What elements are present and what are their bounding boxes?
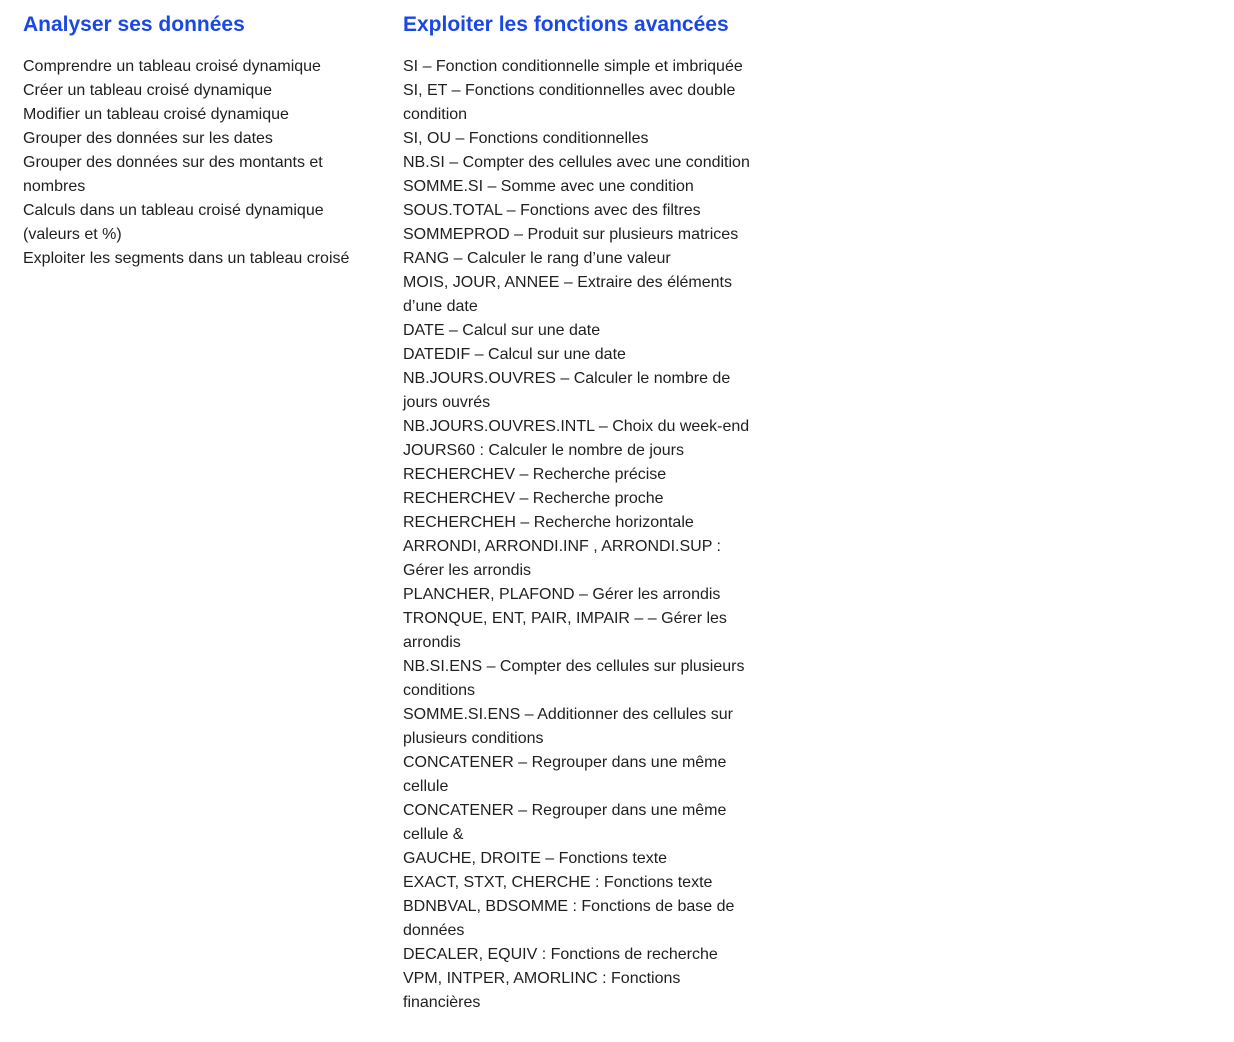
list-item: NB.JOURS.OUVRES.INTL – Choix du week-end (403, 418, 750, 435)
list-item: RANG – Calculer le rang d’une valeur (403, 250, 671, 267)
analyse-section (23, 10, 368, 271)
analyse-heading: Analyser ses données (23, 13, 245, 36)
list-item: SI – Fonction conditionnelle simple et imbriquée (403, 58, 743, 75)
list-item: BDNBVAL, BDSOMME : Fonctions de base de données (403, 898, 735, 939)
list-item: SOUS.TOTAL – Fonctions avec des filtres (403, 202, 701, 219)
list-item: SOMME.SI.ENS – Additionner des cellules sur plusieurs conditions (403, 706, 733, 747)
list-item: ARRONDI, ARRONDI.INF , ARRONDI.SUP : Gérer les arrondis (403, 538, 721, 579)
list-item: SI, OU – Fonctions conditionnelles (403, 130, 649, 147)
list-item: CONCATENER – Regrouper dans une même cellule (403, 754, 727, 795)
list-item: TRONQUE, ENT, PAIR, IMPAIR – – Gérer les arrondis (403, 610, 727, 651)
list-item: JOURS60 : Calculer le nombre de jours (403, 442, 685, 459)
list-item: EXACT, STXT, CHERCHE : Fonctions texte (403, 874, 713, 891)
list-item: DATE – Calcul sur une date (403, 322, 601, 339)
list-item: PLANCHER, PLAFOND – Gérer les arrondis (403, 586, 721, 603)
advanced-functions-section (403, 10, 755, 1015)
list-item: Grouper des données sur les dates (23, 130, 273, 147)
list-item: Créer un tableau croisé dynamique (23, 82, 273, 99)
advanced-functions-list (403, 55, 755, 1015)
list-item: RECHERCHEV – Recherche précise (403, 466, 667, 483)
list-item: GAUCHE, DROITE – Fonctions texte (403, 850, 668, 867)
list-item: VPM, INTPER, AMORLINC : Fonctions financières (403, 970, 681, 1011)
list-item: Exploiter les segments dans un tableau croisé (23, 250, 350, 267)
list-item: NB.SI.ENS – Compter des cellules sur plusieurs conditions (403, 658, 745, 699)
list-item: SI, ET – Fonctions conditionnelles avec double condition (403, 82, 736, 123)
advanced-functions-heading: Exploiter les fonctions avancées (403, 13, 729, 36)
list-item: Grouper des données sur des montants et nombres (23, 154, 323, 195)
list-item: DECALER, EQUIV : Fonctions de recherche (403, 946, 718, 963)
list-item: NB.SI – Compter des cellules avec une condition (403, 154, 750, 171)
analyse-topic-list (23, 55, 368, 271)
list-item: Modifier un tableau croisé dynamique (23, 106, 289, 123)
list-item: RECHERCHEV – Recherche proche (403, 490, 664, 507)
list-item: SOMME.SI – Somme avec une condition (403, 178, 694, 195)
list-item: Comprendre un tableau croisé dynamique (23, 58, 321, 75)
list-item: Calculs dans un tableau croisé dynamique (valeurs et %) (23, 202, 324, 243)
list-item: NB.JOURS.OUVRES – Calculer le nombre de jours ouvrés (403, 370, 731, 411)
list-item: CONCATENER – Regrouper dans une même cellule & (403, 802, 727, 843)
list-item: RECHERCHEH – Recherche horizontale (403, 514, 694, 531)
list-item: DATEDIF – Calcul sur une date (403, 346, 626, 363)
list-item: SOMMEPROD – Produit sur plusieurs matrices (403, 226, 739, 243)
list-item: MOIS, JOUR, ANNEE – Extraire des éléments d’une date (403, 274, 732, 315)
